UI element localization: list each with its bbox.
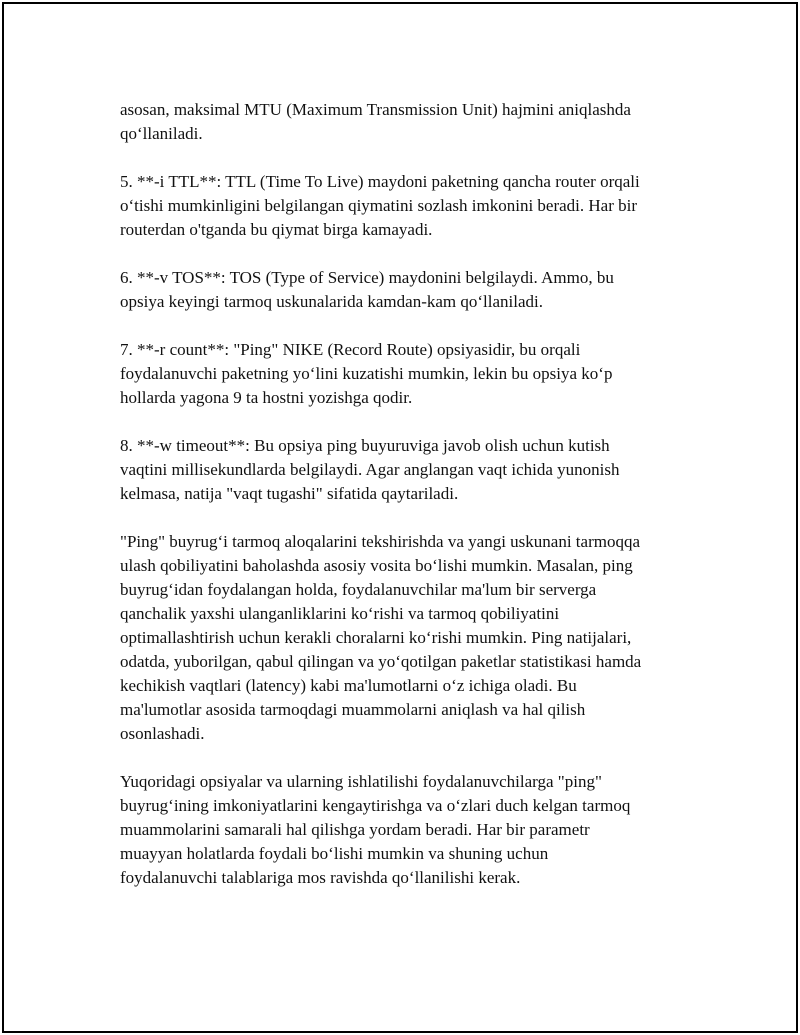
text-line: "Ping" buyrug‘i tarmoq aloqalarini tekshirishda va yangi uskunani tarmoqqa — [120, 532, 640, 551]
text-line: buyrug‘ining imkoniyatlarini kengaytirishga va o‘zlari duch kelgan tarmoq — [120, 796, 631, 815]
text-line: 6. **-v TOS**: TOS (Type of Service) maydonini belgilaydi. Ammo, bu — [120, 268, 614, 287]
text-line: ulash qobiliyatini baholashda asosiy vosita bo‘lishi mumkin. Masalan, ping — [120, 556, 633, 575]
paragraph-option-record-route — [120, 338, 710, 410]
paragraph-ping-usage — [120, 530, 710, 746]
text-line: vaqtini millisekundlarda belgilaydi. Agar anglangan vaqt ichida yunonish — [120, 460, 620, 479]
text-line: muayyan holatlarda foydali bo‘lishi mumkin va shuning uchun — [120, 844, 549, 863]
text-line: opsiya keyingi tarmoq uskunalarida kamdan-kam qo‘llaniladi. — [120, 292, 543, 311]
text-line: 5. **-i TTL**: TTL (Time To Live) maydoni paketning qancha router orqali — [120, 172, 640, 191]
text-line: qo‘llaniladi. — [120, 124, 203, 143]
text-line: 7. **-r count**: "Ping" NIKE (Record Route) opsiyasidir, bu orqali — [120, 340, 581, 359]
text-line: routerdan o'tganda bu qiymat birga kamayadi. — [120, 220, 433, 239]
paragraph-option-timeout — [120, 434, 710, 506]
text-line: kelmasa, natija "vaqt tugashi" sifatida qaytariladi. — [120, 484, 459, 503]
text-line: osonlashadi. — [120, 724, 205, 743]
document-page — [2, 2, 798, 1033]
text-line: Yuqoridagi opsiyalar va ularning ishlatilishi foydalanuvchilarga "ping" — [120, 772, 602, 791]
text-line: muammolarini samarali hal qilishga yordam beradi. Har bir parametr — [120, 820, 590, 839]
text-line: buyrug‘idan foydalangan holda, foydalanuvchilar ma'lum bir serverga — [120, 580, 597, 599]
paragraph-option-ttl — [120, 170, 710, 242]
text-line: foydalanuvchi talablariga mos ravishda qo‘llanilishi kerak. — [120, 868, 521, 887]
text-line: 8. **-w timeout**: Bu opsiya ping buyuruviga javob olish uchun kutish — [120, 436, 610, 455]
paragraph-mtu-continuation — [120, 98, 710, 146]
document-body — [120, 98, 710, 914]
text-line: qanchalik yaxshi ulanganliklarini ko‘rishi va tarmoq qobiliyatini — [120, 604, 560, 623]
text-line: optimallashtirish uchun kerakli choralarni ko‘rishi mumkin. Ping natijalari, — [120, 628, 632, 647]
text-line: hollarda yagona 9 ta hostni yozishga qodir. — [120, 388, 413, 407]
text-line: kechikish vaqtlari (latency) kabi ma'lumotlarni o‘z ichiga oladi. Bu — [120, 676, 577, 695]
paragraph-conclusion — [120, 770, 710, 890]
text-line: ma'lumotlar asosida tarmoqdagi muammolarni aniqlash va hal qilish — [120, 700, 586, 719]
paragraph-option-tos — [120, 266, 710, 314]
text-line: odatda, yuborilgan, qabul qilingan va yo‘qotilgan paketlar statistikasi hamda — [120, 652, 642, 671]
text-line: asosan, maksimal MTU (Maximum Transmission Unit) hajmini aniqlashda — [120, 100, 631, 119]
text-line: o‘tishi mumkinligini belgilangan qiymatini sozlash imkonini beradi. Har bir — [120, 196, 638, 215]
text-line: foydalanuvchi paketning yo‘lini kuzatishi mumkin, lekin bu opsiya ko‘p — [120, 364, 613, 383]
